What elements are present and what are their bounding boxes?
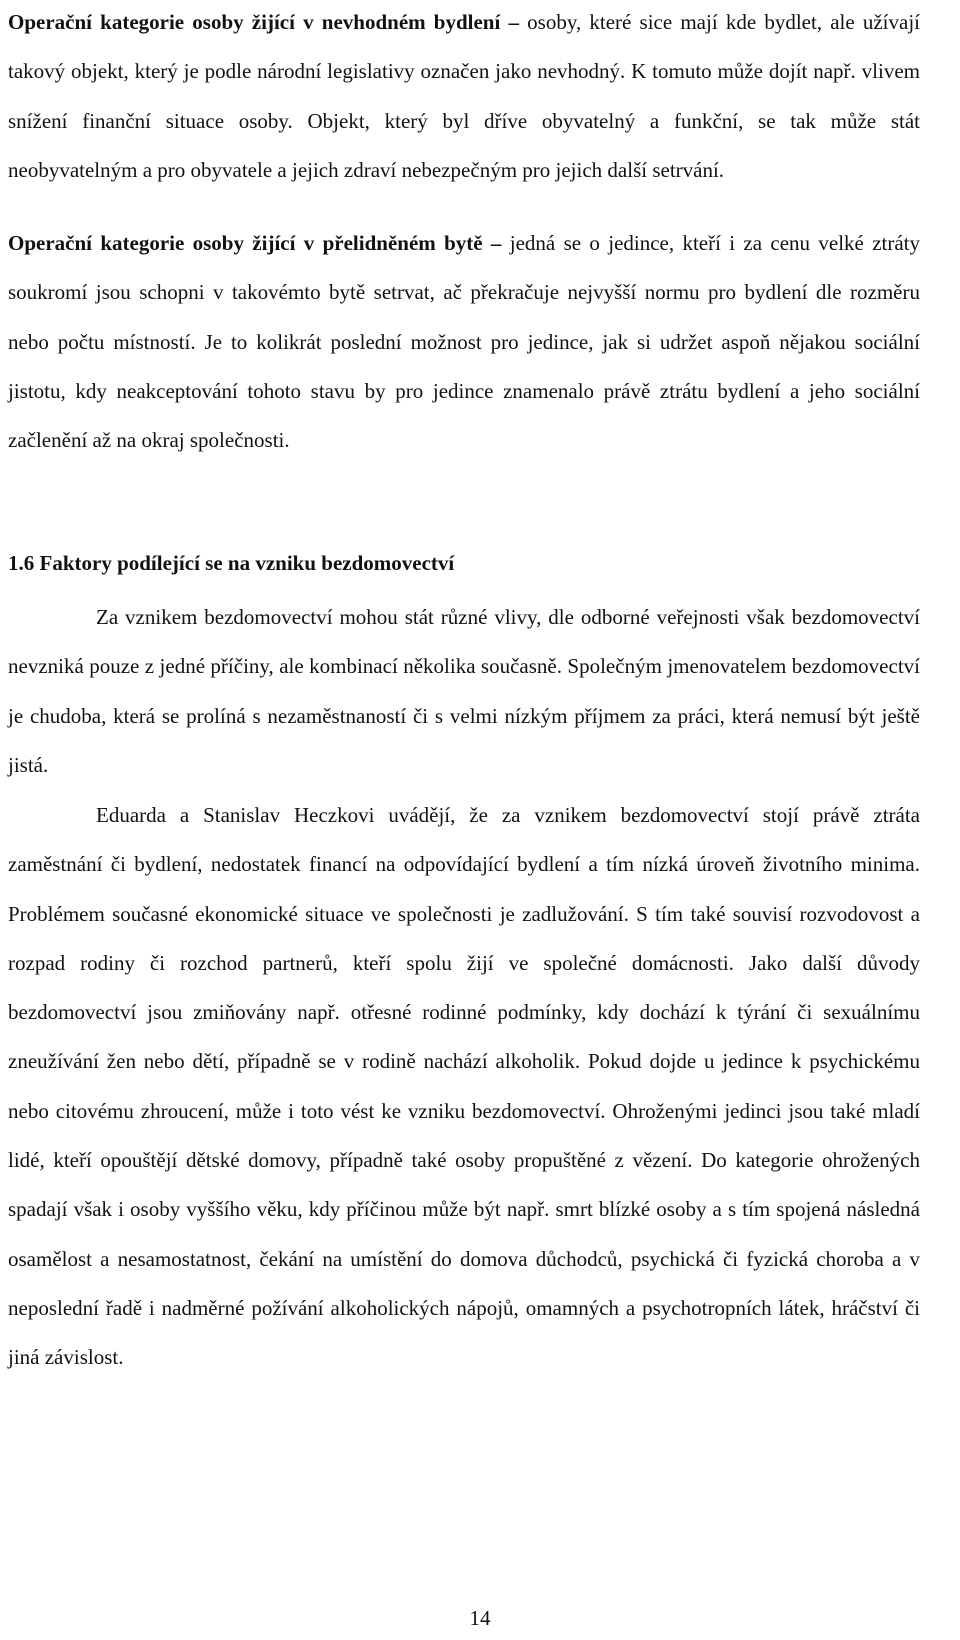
paragraph-unsuitable-housing: [8, 0, 920, 195]
paragraph-text: osoby, které sice mají kde bydlet, ale užívají takový objekt, který je podle národní legislativy označen jako nevhodný. K tomuto může dojít např. vlivem snížení finanční situace osoby. Objekt, který byl dříve obyvatelný a funkční, se tak může stát neobyvatelným a pro obyvatele a jejich zdraví nebezpečným pro jejich další setrvání.: [8, 10, 921, 182]
paragraph-text: jedná se o jedince, kteří i za cenu velké ztráty soukromí jsou schopni v takovémto bytě setrvat, ač překračuje nejvyšší normu pro bydlení dle rozměru nebo počtu místností. Je to kolikrát poslední možnost pro jedince, jak si udržet aspoň nějakou sociální jistotu, kdy neakceptování tohoto stavu by pro jedince znamenalo právě ztrátu bydlení a jeho sociální začlenění až na okraj společnosti.: [8, 231, 920, 453]
paragraph-causes-detail: Eduarda a Stanislav Heczkovi uvádějí, že za vznikem bezdomovectví stojí právě ztráta zaměstnání či bydlení, nedostatek financí na odpovídající bydlení a tím nízká úroveň životního minima. Problémem současné ekonomické situace ve společnosti je zadlužování. S tím také souvisí rozvodovost a rozpad rodiny či rozchod partnerů, kteří spolu žijí ve společné domácnosti. Jako další důvody bezdomovectví jsou zmiňovány např. otřesné rodinné podmínky, kdy dochází k týrání či sexuálnímu zneužívání žen nebo dětí, případně se v rodině nachází alkoholik. Pokud dojde u jedince k psychickému nebo citovému zhroucení, může i toto vést ke vzniku bezdomovectví. Ohroženými jedinci jsou také mladí lidé, kteří opouštějí dětské domovy, případně také osoby propuštěné z vězení. Do kategorie ohrožených spadají však i osoby vyššího věku, kdy příčinou může být např. smrt blízké osoby a s tím spojená následná osamělost a nesamostatnost, čekání na umístění do domova důchodců, psychická či fyzická choroba a v neposlední řadě i nadměrné požívání alkoholických nápojů, omamných a psychotropních látek, hráčství či jiná závislost.: [8, 803, 920, 1370]
paragraph-causes-intro: Za vznikem bezdomovectví mohou stát různé vlivy, dle odborné veřejnosti však bezdomovectví nevzniká pouze z jedné příčiny, ale kombinací několika současně. Společným jmenovatelem bezdomovectví je chudoba, která se prolíná s nezaměstnaností či s velmi nízkým příjmem za práci, která nemusí být ještě jistá.: [8, 605, 920, 777]
paragraph-overcrowded-flat: [8, 219, 920, 465]
page-number: 14: [469, 1606, 491, 1630]
section-heading: 1.6 Faktory podílející se na vzniku bezdomovectví: [8, 551, 455, 575]
paragraph-bold-lead: Operační kategorie osoby žijící v nevhodném bydlení –: [8, 10, 519, 34]
paragraph-bold-lead: Operační kategorie osoby žijící v přelidněném bytě –: [8, 231, 502, 255]
